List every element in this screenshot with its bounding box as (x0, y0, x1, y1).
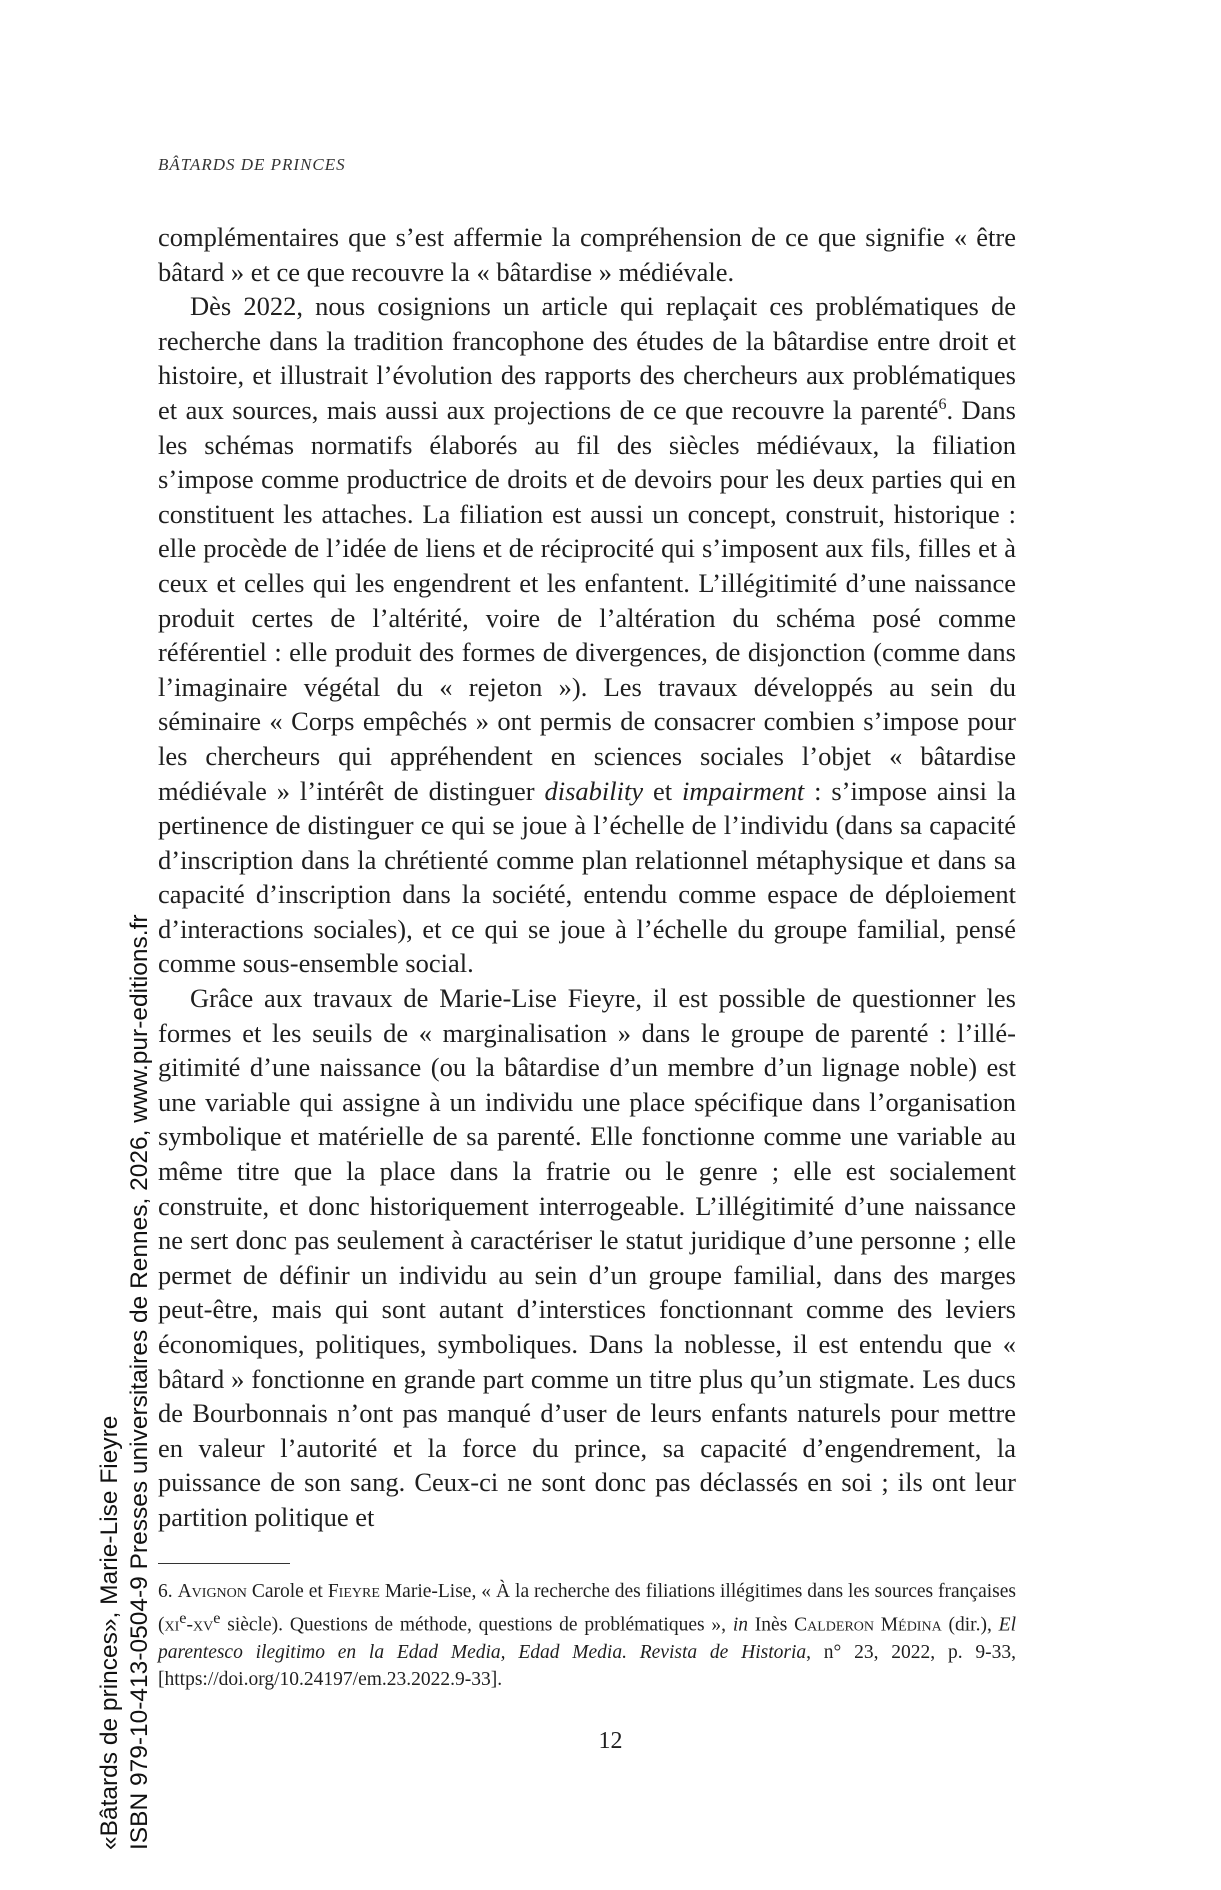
footnote-text: (dir.), (941, 1614, 999, 1636)
footnote-sup: e (179, 1609, 187, 1627)
footnote-author-1: Avignon (177, 1581, 247, 1602)
footnote-text: siècle). Questions de méthode, questions de problématiques », (220, 1614, 733, 1636)
footnote-century: xi (164, 1614, 180, 1636)
footnote-reference[interactable]: 6 (938, 395, 947, 413)
footnote-text: - (186, 1614, 193, 1636)
footnote-number: 6. (158, 1581, 178, 1602)
term-disability: disability (544, 775, 644, 806)
side-credit-line-2: ISBN 979-10-413-0504-9 Presses universitaires de Rennes, 2026, www.pur-editions.fr (126, 914, 153, 1850)
paragraph-2-text-a: Dès 2022, nous cosignions un article qui replaçait ces problématiques de recherche dans la tradition francophone des études de la bâtardise entre droit et histoire, et illustrait l’évolution des rapports des chercheurs aux problématiques et aux sources, mais aussi aux projections de ce que recouvre la parenté (158, 291, 1016, 425)
footnote-6 (158, 1578, 1016, 1693)
paragraph-2-text-d: : s’impose ainsi la pertinence de distinguer ce qui se joue à l’échelle de l’individu (dans sa capacité d’inscription dans la chrétienté comme plan relationnel métaphysique et dans sa capacité d’inscription dans la société, entendu comme espace de déploiement d’interactions sociales), et ce qui se joue à l’échelle du groupe familial, pensé comme sous-ensemble social. (158, 775, 1016, 979)
footnote-text[interactable]: , n° 23, 2022, p. 9-33, [https://doi.org/10.24197/em.23.2022.9-33]. (158, 1641, 1016, 1690)
footnote-text: Inès (748, 1614, 795, 1636)
paragraph-1: complémentaires que s’est affermie la compréhension de ce que signifie « être bâtard » et ce que recouvre la « bâtardise » médiévale. (158, 222, 1016, 287)
side-credit-line-1: «Bâtards de princes», Marie-Lise Fieyre (96, 1415, 123, 1850)
footnote-editor: Calderon Médina (794, 1614, 942, 1636)
footnote-century: xv (193, 1614, 214, 1636)
paragraph-3: Grâce aux travaux de Marie-Lise Fieyre, il est possible de questionner les formes et les seuils de « marginalisation » dans le groupe de parenté : l’illégitimité d’une naissance (ou la bâtardise d’un membre d’un lignage noble) est une variable qui assigne à un individu une place spécifique dans l’organisation symbolique et matérielle de sa parenté. Elle fonctionne comme une variable au même titre que la place dans la fratrie ou le genre ; elle est socialement construite, et donc historiquement interrogeable. L’illégitimité d’une naissance ne sert donc pas seulement à caractériser le statut juridique d’une personne ; elle permet de définir un individu au sein d’un groupe familial, dans des marges peut-être, mais qui sont autant d’interstices fonctionnant comme des leviers économiques, politiques, symboliques. Dans la noblesse, il est entendu que « bâtard » fonctionne en grande part comme un titre plus qu’un stigmate. Les ducs de Bourbonnais n’ont pas manqué d’user de leurs enfants naturels pour mettre en valeur l’autorité et la force du prince, sa capacité d’engendrement, la puissance de son sang. Ceux-ci ne sont donc pas déclassés en soi ; ils ont leur partition politique et (158, 983, 1016, 1532)
footnote-text: Marie-Lise, « À la recherche des filiations illégitimes dans les sources françaises ( (158, 1581, 1016, 1636)
page-number: 12 (598, 1728, 623, 1754)
paragraph-2-text-b: . Dans les schémas normatifs élaborés au fil des siècles médiévaux, la filiation s’impose comme productrice de droits et de devoirs pour les deux parties qui en constituent les attaches. La filiation est aussi un concept, construit, historique : elle procède de l’idée de liens et de réciprocité qui s’imposent aux fils, filles et à ceux et celles qui les engendrent et les enfantent. L’illégitimité d’une naissance produit certes de l’altérité, voire de l’altération du schéma posé comme référentiel : elle produit des formes de divergences, de disjonction (comme dans l’imaginaire végétal du « rejeton »). Les travaux développés au sein du séminaire « Corps empêchés » ont permis de consacrer combien s’impose pour les chercheurs qui appréhendent en sciences sociales l’objet « bâtardise médiévale » l’intérêt de distinguer (158, 394, 1016, 806)
running-head: BÂTARDS DE PRINCES (158, 155, 346, 174)
side-credit-text (95, 914, 155, 1850)
footnote-in: in (732, 1614, 748, 1636)
paragraph-2 (158, 289, 1016, 981)
paragraph-2-text-c: et (643, 775, 683, 806)
footnote-book-title: El parentesco ilegitimo en la Edad Media, Edad Media. Revista de Historia (158, 1614, 1016, 1663)
body-text (158, 220, 1016, 1535)
term-impairment: impairment (682, 775, 805, 806)
footnote-sup: e (213, 1609, 221, 1627)
footnote-text: Carole et (246, 1581, 328, 1602)
footnote-author-2: Fieyre (327, 1581, 380, 1602)
footnote-rule (158, 1563, 290, 1564)
